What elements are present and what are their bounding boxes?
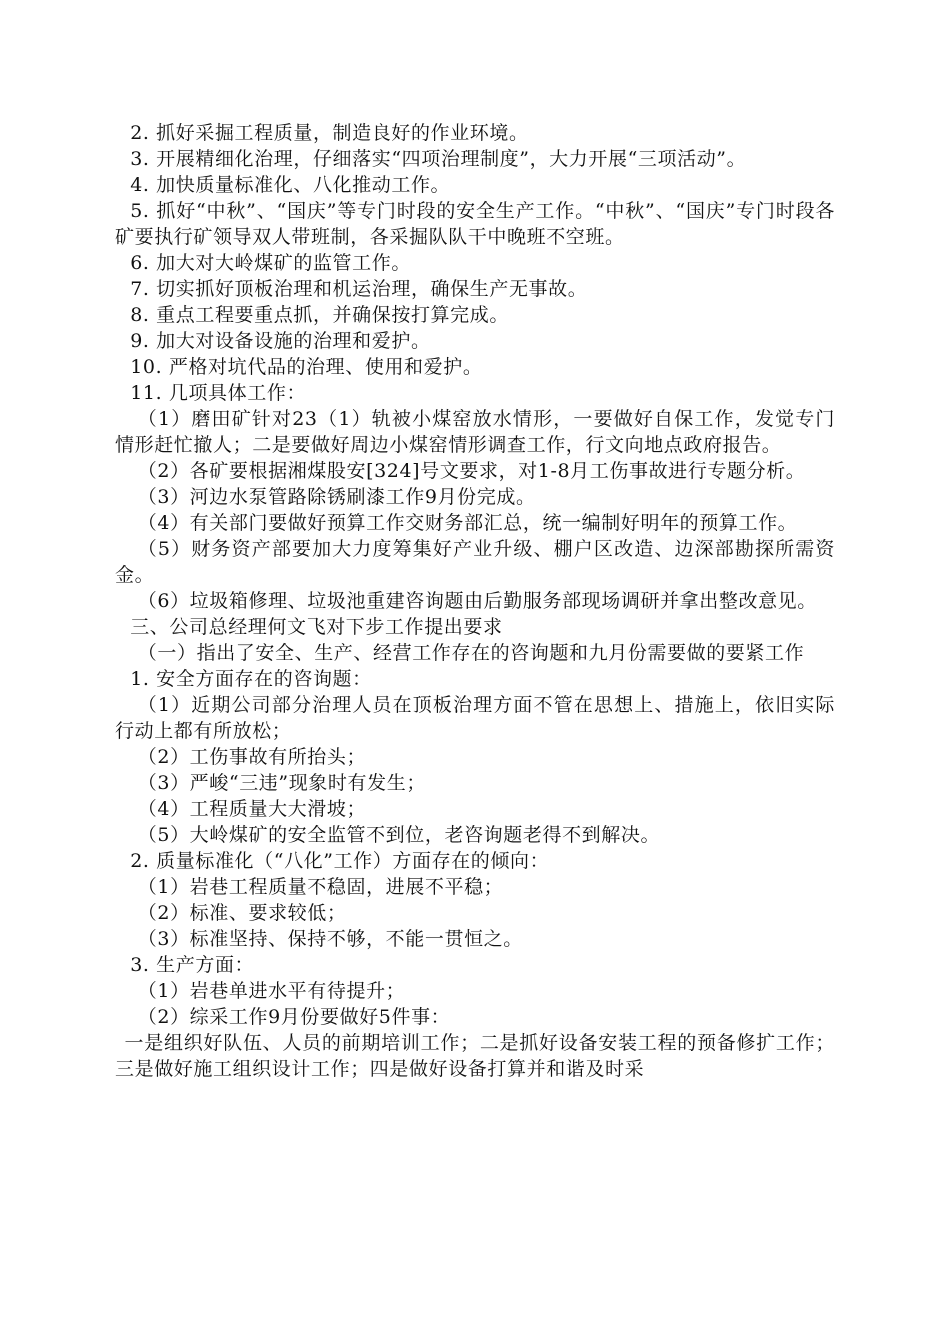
section-heading-3: 三、公司总经理何文飞对下步工作提出要求 [130,616,503,638]
paragraph-quality-trends: 2. 质量标准化（“八化”工作）方面存在的倾向： [130,850,550,872]
paragraph-item-5: 5. 抓好“中秋”、“国庆”等专门时段的安全生产工作。“中秋”、“国庆”专门时段各矿要执行矿领导双人带班制，各采掘队队干中晚班不空班。 [115,200,835,248]
production-item-2: （2）综采工作9月份要做好5件事： [137,1006,451,1028]
paragraph-production: 3. 生产方面： [130,954,255,976]
document-page [115,120,835,1082]
sub-item-6: （6）垃圾箱修理、垃圾池重建咨询题由后勤服务部现场调研并拿出整改意见。 [137,590,817,612]
sub-item-3: （3）河边水泵管路除锈刷漆工作9月份完成。 [137,486,536,508]
paragraph-item-8: 8. 重点工程要重点抓，并确保按打算完成。 [130,304,509,326]
sub-item-5: （5）财务资产部要加大力度筹集好产业升级、棚户区改造、边深部勘探所需资金。 [115,538,835,586]
sub-item-2: （2）各矿要根据湘煤股安[324]号文要求，对1-8月工伤事故进行专题分析。 [137,460,806,482]
safety-issue-1: （1）近期公司部分治理人员在顶板治理方面不管在思想上、措施上，依旧实际行动上都有所放松； [115,694,835,742]
paragraph-item-4: 4. 加快质量标准化、八化推动工作。 [130,174,451,196]
paragraph-item-2: 2. 抓好采掘工程质量，制造良好的作业环境。 [130,122,529,144]
production-tasks-paragraph: 一是组织好队伍、人员的前期培训工作；二是抓好设备安装工程的预备修扩工作；三是做好施工组织设计工作；四是做好设备打算并和谐及时采 [115,1032,835,1080]
paragraph-item-11: 11. 几项具体工作： [130,382,307,404]
paragraph-item-10: 10. 严格对坑代品的治理、使用和爱护。 [130,356,483,378]
safety-issue-3: （3）严峻“三违”现象时有发生； [137,772,426,794]
safety-issue-4: （4）工程质量大大滑坡； [137,798,367,820]
safety-issue-5: （5）大岭煤矿的安全监管不到位，老咨询题老得不到解决。 [137,824,661,846]
safety-issue-2: （2）工伤事故有所抬头； [137,746,367,768]
sub-item-1: （1）磨田矿针对23（1）轨被小煤窑放水情形，一要做好自保工作，发觉专门情形赶忙撤人；二是要做好周边小煤窑情形调查工作，行文向地点政府报告。 [115,408,835,456]
quality-trend-1: （1）岩巷工程质量不稳固，进展不平稳； [137,876,504,898]
paragraph-item-3: 3. 开展精细化治理，仔细落实“四项治理制度”，大力开展“三项活动”。 [130,148,747,170]
production-item-1: （1）岩巷单进水平有待提升； [137,980,406,1002]
paragraph-item-9: 9. 加大对设备设施的治理和爱护。 [130,330,431,352]
subsection-heading-1: （一）指出了安全、生产、经营工作存在的咨询题和九月份需要做的要紧工作 [137,642,805,664]
quality-trend-2: （2）标准、要求较低； [137,902,347,924]
paragraph-safety-issues: 1. 安全方面存在的咨询题： [130,668,372,690]
paragraph-item-7: 7. 切实抓好顶板治理和机运治理，确保生产无事故。 [130,278,588,300]
paragraph-item-6: 6. 加大对大岭煤矿的监管工作。 [130,252,411,274]
quality-trend-3: （3）标准坚持、保持不够，不能一贯恒之。 [137,928,523,950]
sub-item-4: （4）有关部门要做好预算工作交财务部汇总，统一编制好明年的预算工作。 [137,512,798,534]
